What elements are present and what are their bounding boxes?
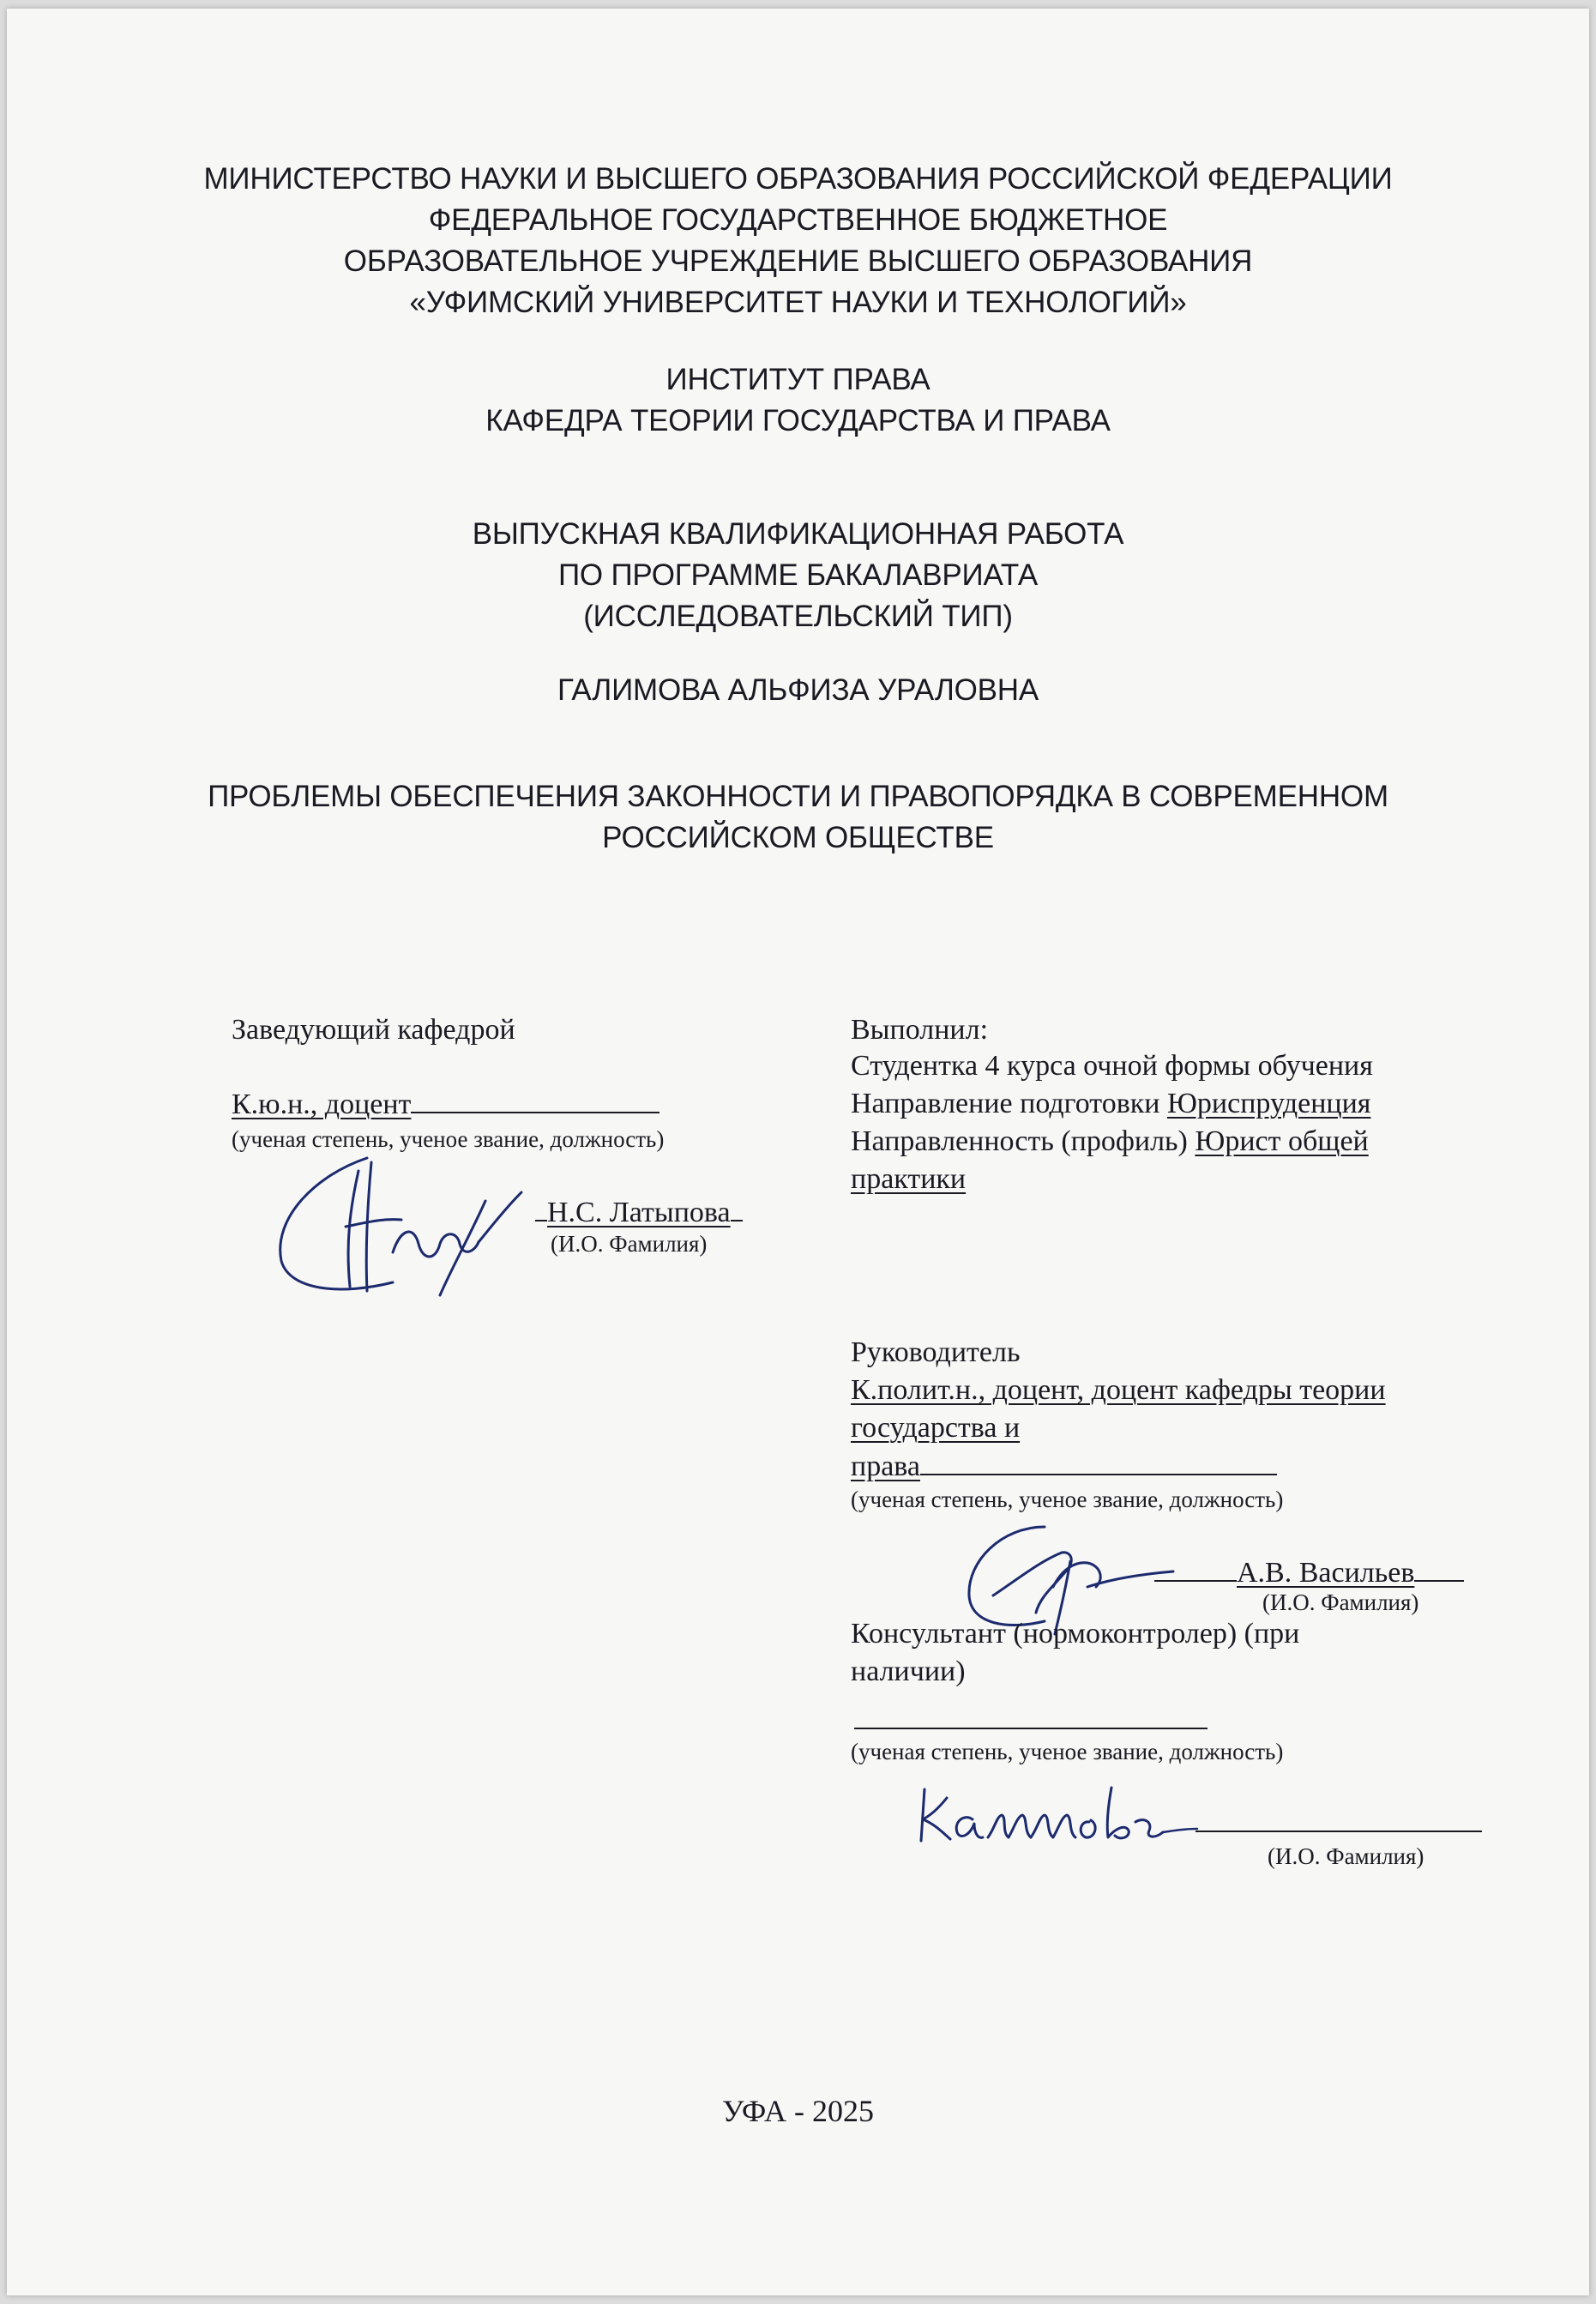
supervisor-degree-caption: (ученая степень, ученое звание, должность)	[851, 1487, 1284, 1512]
head-name-caption: (И.О. Фамилия)	[551, 1231, 708, 1257]
city-year: УФА - 2025	[722, 2094, 874, 2128]
supervisor-degree-line1: К.полит.н., доцент, доцент кафедры теории	[851, 1374, 1386, 1406]
department-name: КАФЕДРА ТЕОРИИ ГОСУДАРСТВА И ПРАВА	[485, 404, 1111, 437]
work-type-line1: ВЫПУСКНАЯ КВАЛИФИКАЦИОННАЯ РАБОТА	[472, 517, 1124, 551]
institute-name: ИНСТИТУТ ПРАВА	[666, 363, 930, 396]
consultant-name-caption: (И.О. Фамилия)	[1268, 1843, 1424, 1869]
student-info: Студентка 4 курса очной формы обучения	[851, 1050, 1373, 1082]
head-name-text: Н.С. Латыпова	[547, 1197, 731, 1228]
consultant-degree-caption: (ученая степень, ученое звание, должность)	[851, 1739, 1284, 1764]
profile-value-line2-wrap	[851, 1161, 966, 1197]
supervisor-degree-blank	[920, 1448, 1277, 1475]
head-name	[535, 1194, 743, 1231]
direction-label: Направление подготовки	[851, 1088, 1167, 1119]
federal-budget-line: ФЕДЕРАЛЬНОЕ ГОСУДАРСТВЕННОЕ БЮДЖЕТНОЕ	[428, 203, 1168, 237]
consultant-signature-icon	[912, 1781, 1204, 1849]
supervisor-degree-line1-wrap	[851, 1372, 1386, 1408]
performed-by-label: Выполнил:	[851, 1014, 989, 1046]
work-type-line2: ПО ПРОГРАММЕ БАКАЛАВРИАТА	[557, 558, 1039, 592]
consultant-degree-blank	[854, 1728, 1208, 1729]
head-degree	[232, 1086, 659, 1123]
direction-line	[851, 1086, 1370, 1122]
supervisor-degree-line3-wrap	[851, 1448, 1277, 1485]
supervisor-degree-line2-wrap	[851, 1410, 1020, 1446]
consultant-label-line1: Консультант (нормоконтролер) (при	[851, 1618, 1300, 1650]
profile-line	[851, 1124, 1369, 1160]
ministry-line: МИНИСТЕРСТВО НАУКИ И ВЫСШЕГО ОБРАЗОВАНИЯ РОССИЙСКОЙ ФЕДЕРАЦИИ	[203, 162, 1393, 196]
head-of-department-label: Заведующий кафедрой	[232, 1014, 515, 1046]
head-degree-blank	[411, 1086, 659, 1113]
work-type-line3: (ИССЛЕДОВАТЕЛЬСКИЙ ТИП)	[583, 600, 1013, 633]
thesis-title-line1: ПРОБЛЕМЫ ОБЕСПЕЧЕНИЯ ЗАКОННОСТИ И ПРАВОПОРЯДКА В СОВРЕМЕННОМ	[208, 780, 1388, 813]
direction-value: Юриспруденция	[1166, 1088, 1371, 1119]
supervisor-label: Руководитель	[851, 1336, 1021, 1368]
thesis-title-line2: РОССИЙСКОМ ОБЩЕСТВЕ	[602, 821, 994, 854]
supervisor-degree-line2: государства и	[851, 1412, 1021, 1444]
profile-value-line1: Юрист общей	[1195, 1125, 1369, 1157]
head-signature-icon	[264, 1124, 539, 1304]
head-degree-caption: (ученая степень, ученое звание, должность)	[232, 1126, 665, 1152]
author-name: ГАЛИМОВА АЛЬФИЗА УРАЛОВНА	[557, 673, 1039, 707]
document-page	[7, 9, 1589, 2295]
head-degree-text: К.ю.н., доцент	[232, 1089, 412, 1120]
university-name-line: «УФИМСКИЙ УНИВЕРСИТЕТ НАУКИ И ТЕХНОЛОГИЙ»	[409, 286, 1187, 319]
supervisor-name-text: А.В. Васильев	[1237, 1557, 1415, 1589]
consultant-name-blank	[1195, 1831, 1482, 1832]
profile-value-line2: практики	[851, 1163, 967, 1195]
supervisor-name-caption: (И.О. Фамилия)	[1262, 1589, 1419, 1615]
profile-label: Направленность (профиль)	[851, 1125, 1195, 1157]
supervisor-degree-line3: права	[851, 1451, 920, 1482]
supervisor-name	[1154, 1554, 1464, 1591]
institution-type-line: ОБРАЗОВАТЕЛЬНОЕ УЧРЕЖДЕНИЕ ВЫСШЕГО ОБРАЗОВАНИЯ	[343, 244, 1253, 278]
consultant-label-line2: наличии)	[851, 1656, 966, 1687]
